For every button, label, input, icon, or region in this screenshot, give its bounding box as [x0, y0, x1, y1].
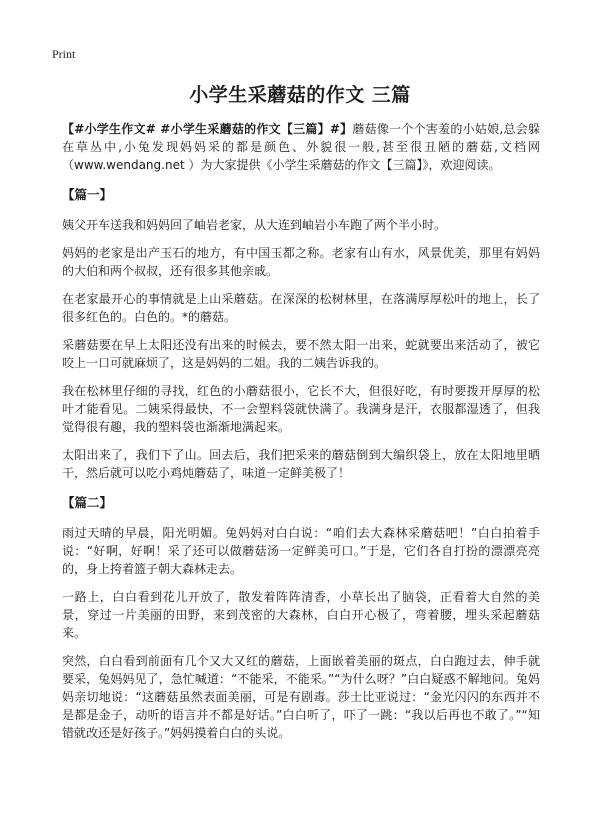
- paragraph: 雨过天晴的早晨，阳光明媚。兔妈妈对白白说：“咱们去大森林采蘑菇吧！”白白拍着手说：“好啊，好啊！采了还可以做蘑菇汤一定鲜美可口。”于是，它们各自打扮的漂漂亮亮的，身上挎着篮子朝大森林走去。: [62, 526, 540, 576]
- section-heading-1: 【篇一】: [62, 187, 113, 202]
- paragraph: 妈妈的老家是出产玉石的地方，有中国玉都之称。老家有山有水，风景优美，那里有妈妈的大伯和两个叔叔，还有很多其他亲戚。: [62, 246, 540, 278]
- paragraph: 采蘑菇要在早上太阳还没有出来的时候去，要不然太阳一出来，蛇就要出来活动了，被它咬上一口可就麻烦了，这是妈妈的二姐。我的二姨告诉我的。: [62, 338, 540, 370]
- paragraph: 一路上，白白看到花儿开放了，散发着阵阵清香，小草长出了脑袋，正看着大自然的美景，穿过一片美丽的田野，来到茂密的大森林，白白开心极了，弯着腰，埋头采起蘑菇来。: [62, 590, 540, 640]
- paragraph: 突然，白白看到前面有几个又大又红的蘑菇，上面嵌着美丽的斑点，白白跑过去，伸手就要采，兔妈妈见了，急忙喊道：“不能采，不能采。”“为什么呀？”白白疑惑不解地问。兔妈妈亲切地说：“这蘑菇虽然表面美丽，可是有剧毒。莎士比亚说过：“金光闪闪的东西并不是都是金子，动听的语言并不都是好话。”白白听了，吓了一跳：“我以后再也不敢了。”“知错就改还是好孩子。”妈妈摸着白白的头说。: [62, 654, 540, 740]
- paragraph: 我在松林里仔细的寻找，红色的小蘑菇很小，它长不大，但很好吃，有时要拨开厚厚的松叶才能看见。二姨采得最快，不一会塑料袋就快满了。我满身是汗，衣服都湿透了，但我觉得很有趣，我的塑料袋也渐渐地满起来。: [62, 384, 540, 434]
- intro-text: 蘑菇像一个个害羞的小姑娘,总会躲在草丛中,小兔发现妈妈采的都是颜色、外貌很一般,甚至很丑陋的蘑菇,文档网（www.wendang.net ）为大家提供《小学生采蘑菇的作文【三篇】》，欢迎阅读。: [62, 122, 540, 172]
- article-body: [62, 120, 540, 742]
- section-heading-2: 【篇二】: [62, 495, 113, 510]
- intro-lead: 【#小学生作文# #小学生采蘑菇的作文【三篇】#】: [62, 122, 353, 136]
- paragraph: 姨父开车送我和妈妈回了岫岩老家，从大连到岫岩小车跑了两个半小时。: [62, 218, 447, 232]
- document-title: 小学生采蘑菇的作文 三篇: [189, 84, 411, 106]
- paragraph: 太阳出来了，我们下了山。回去后，我们把采来的蘑菇倒到大编织袋上，放在太阳地里晒干，然后就可以吃小鸡炖蘑菇了，味道一定鲜美极了！: [62, 448, 540, 480]
- intro-paragraph: [62, 120, 540, 174]
- print-link[interactable]: Print: [52, 47, 76, 61]
- paragraph: 在老家最开心的事情就是上山采蘑菇。在深深的松树林里，在落满厚厚松叶的地上，长了很多红色的。白色的。*的蘑菇。: [62, 292, 540, 324]
